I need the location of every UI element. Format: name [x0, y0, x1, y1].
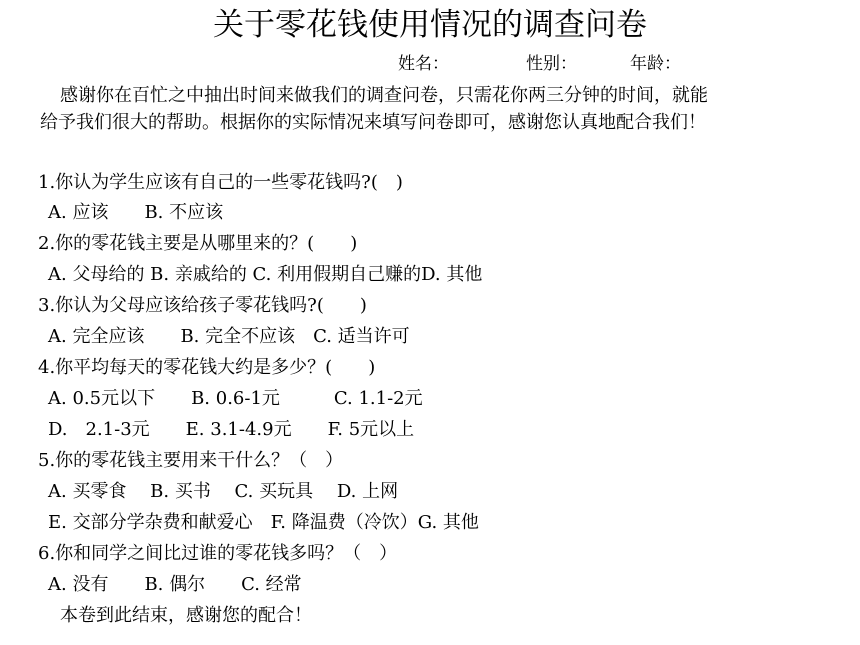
page-title: 关于零花钱使用情况的调查问卷 [213, 7, 647, 43]
intro-line-2: 给予我们很大的帮助。根据你的实际情况来填写问卷即可，感谢您认真地配合我们！ [40, 112, 706, 133]
question-1: 1.你认为学生应该有自己的一些零花钱吗?( ) [38, 172, 403, 193]
question-5-options-row-2: E. 交部分学杂费和献爱心 F. 降温费（冷饮）G. 其他 [48, 512, 479, 533]
intro-line-1: 感谢你在百忙之中抽出时间来做我们的调查问卷，只需花你两三分钟的时间，就能 [60, 85, 708, 106]
question-6: 6.你和同学之间比过谁的零花钱多吗？（ ） [38, 543, 398, 564]
question-5-options-row-1: A. 买零食 B. 买书 C. 买玩具 D. 上网 [48, 481, 399, 502]
question-3: 3.你认为父母应该给孩子零花钱吗?( ) [38, 295, 367, 316]
respondent-info-row [398, 52, 681, 76]
question-6-options: A. 没有 B. 偶尔 C. 经常 [48, 574, 302, 595]
closing-text: 本卷到此结束，感谢您的配合！ [60, 605, 312, 626]
name-label: 姓名： [398, 54, 449, 74]
question-2-options: A. 父母给的 B. 亲戚给的 C. 利用假期自己赚的D. 其他 [48, 264, 483, 285]
question-4-options-row-2: D. 2.1-3元 E. 3.1-4.9元 F. 5元以上 [48, 419, 415, 440]
question-4-options-row-1: A. 0.5元以下 B. 0.6-1元 C. 1.1-2元 [48, 388, 423, 409]
question-3-options: A. 完全应该 B. 完全不应该 C. 适当许可 [48, 326, 410, 347]
question-4: 4.你平均每天的零花钱大约是多少？( ) [38, 357, 376, 378]
question-2: 2.你的零花钱主要是从哪里来的？( ) [38, 233, 358, 254]
question-1-options: A. 应该 B. 不应该 [48, 202, 224, 223]
question-5: 5.你的零花钱主要用来干什么？（ ） [38, 450, 344, 471]
gender-label: 性别： [526, 54, 577, 74]
age-label: 年龄： [630, 54, 681, 74]
intro-paragraph [40, 82, 850, 136]
